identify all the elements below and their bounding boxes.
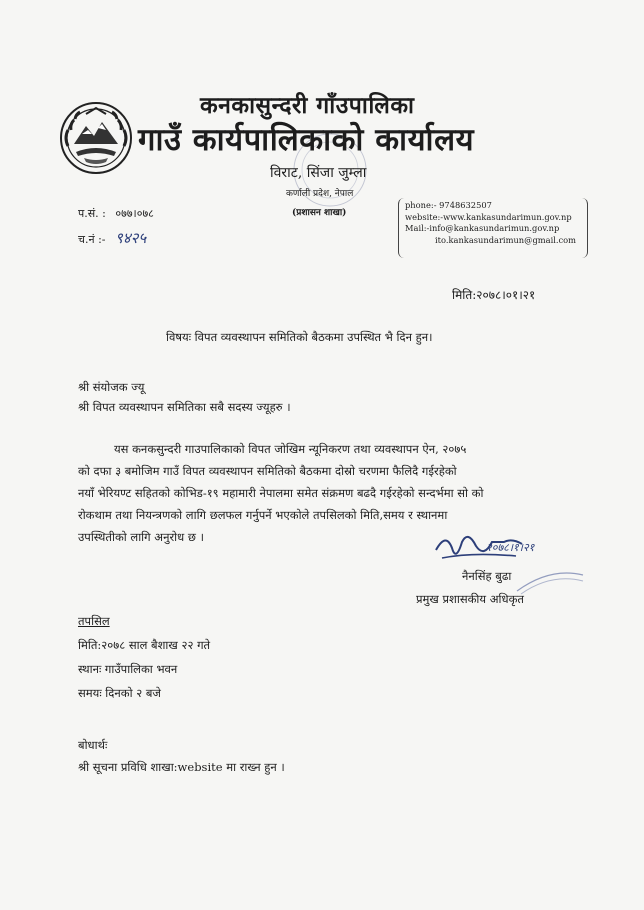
body-line-5: उपस्थितीको लागि अनुरोध छ । <box>78 530 204 544</box>
ref-cn-value: ९४२५ <box>115 229 147 247</box>
office-stamp <box>515 565 585 595</box>
reference-number <box>78 206 154 221</box>
section-name: (प्रशासन शाखा) <box>292 208 347 218</box>
details-heading: तपसिल <box>78 614 110 628</box>
body-line-1: यस कनकसुन्दरी गाउपालिकाको विपत जोखिम न्यूनिकरण तथा व्यवस्थापन ऐन, २०७५ <box>114 442 467 456</box>
letter-subject: विषयः विपत व्यवस्थापन समितिको बैठकमा उपस्थित भै दिन हुन। <box>166 330 433 344</box>
nepal-emblem-logo <box>58 100 134 176</box>
body-line-2: को दफा ३ बमोजिम गाउँ विपत व्यवस्थापन समितिको बैठकमा दोस्रो चरणमा फैलिदै गईरहेको <box>78 464 457 478</box>
addressee-line-1: श्री संयोजक ज्यू <box>78 380 145 394</box>
signatory-title: प्रमुख प्रशासकीय अधिकृत <box>416 592 524 606</box>
municipality-name: कनकासुन्दरी गाँउपालिका <box>200 92 415 119</box>
contact-box <box>398 198 588 258</box>
details-time: समयः दिनको २ बजे <box>78 686 161 700</box>
body-line-3: नयाँ भेरियण्ट सहितको कोभिड-१९ महामारी नेपालमा समेत संक्रमण बढदै गईरहेको सन्दर्भमा सो को <box>78 486 484 500</box>
ref-cn-label: च.नं :- <box>78 233 106 246</box>
cc-line: श्री सूचना प्रविधि शाखा:website मा राख्न हुन । <box>78 760 285 774</box>
contact-mail-alt: ito.kankasundarimun@gmail.com <box>435 234 577 245</box>
ref-ps-label: प.सं. : <box>78 207 106 220</box>
details-date: मिति:२०७८ साल बैशाख २२ गते <box>78 638 211 652</box>
contact-mail: Mail:-info@kankasundarimun.gov.np <box>405 223 560 233</box>
signatory-name: नैनसिंह बुढा <box>462 569 512 583</box>
office-location: विराट, सिंजा जुम्ला <box>270 165 367 181</box>
details-place: स्थानः गाउँपालिका भवन <box>78 662 178 676</box>
office-title: गाउँ कार्यपालिकाको कार्यालय <box>138 122 475 158</box>
addressee-line-2: श्री विपत व्यवस्थापन समितिका सबै सदस्य ज्यूहरु । <box>78 400 291 414</box>
cc-heading: बोधार्थः <box>78 738 108 752</box>
contact-website: website:-www.kankasundarimun.gov.np <box>405 211 572 222</box>
body-line-4: रोकथाम तथा नियन्त्रणको लागि छलफल गर्नुपर्ने भएकोले तपसिलको मिति,समय र स्थानमा <box>78 508 448 522</box>
province-line: कर्णाली प्रदेश, नेपाल <box>286 189 354 199</box>
ref-ps-value: ०७७।०७८ <box>115 207 154 220</box>
dispatch-number <box>78 228 146 248</box>
signature-date-handwritten: २०७८।१।२१ <box>486 541 535 554</box>
letter-date: मिति:२०७८।०१।२१ <box>452 288 536 302</box>
contact-phone: phone:- 9748632507 <box>405 200 492 210</box>
